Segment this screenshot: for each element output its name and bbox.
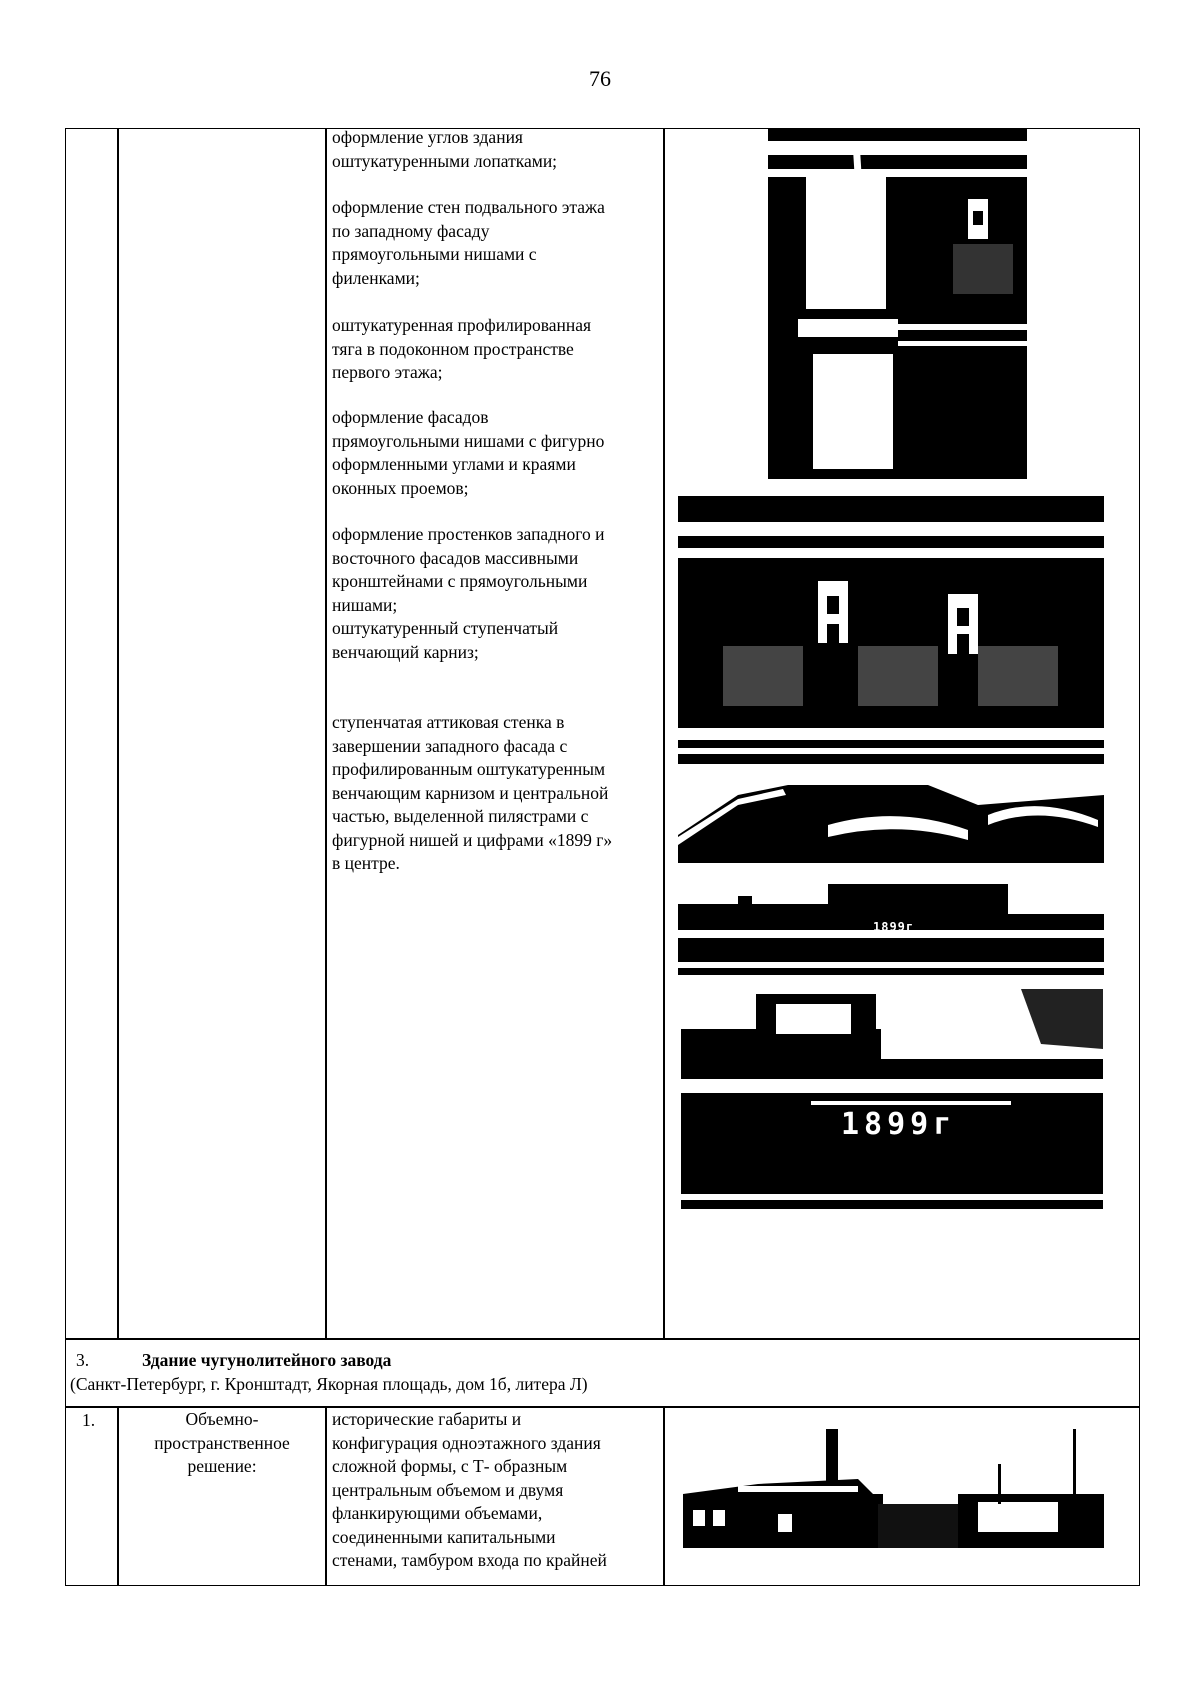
section-number: 3. bbox=[76, 1350, 90, 1370]
document-table bbox=[65, 128, 1140, 1586]
photo-facade-brackets bbox=[678, 496, 1104, 764]
feature-facade-niches: оформление фасадов прямоугольными нишами с фигурно оформленными углами и краями оконных проемов; bbox=[332, 407, 605, 498]
column-divider bbox=[325, 129, 327, 1339]
section-address: (Санкт-Петербург, г. Кронштадт, Якорная площадь, дом 1б, литера Л) bbox=[70, 1374, 588, 1394]
photo-cornice-date bbox=[678, 872, 1104, 975]
row-label: Объемно- пространственное решение: bbox=[154, 1409, 290, 1476]
column-divider bbox=[117, 1406, 119, 1586]
feature-corner-pilasters: оформление углов здания оштукатуренными лопатками; bbox=[332, 127, 558, 171]
feature-basement-niches: оформление стен подвального этажа по западному фасаду прямоугольными нишами с филенками; bbox=[332, 197, 605, 288]
row-description: исторические габариты и конфигурация одноэтажного здания сложной формы, с Т- образным центральным объемом и двумя фланкирующими объемами, соединенными капитальными стенами, тамбуром входа по крайней bbox=[332, 1409, 607, 1570]
column-divider bbox=[663, 129, 665, 1339]
section-title: Здание чугунолитейного завода bbox=[142, 1350, 392, 1370]
page-number: 76 bbox=[589, 66, 611, 91]
column-divider bbox=[117, 129, 119, 1339]
section-header bbox=[66, 1339, 1139, 1405]
feature-window-band: оштукатуренная профилированная тяга в подоконном пространстве первого этажа; bbox=[332, 315, 592, 382]
date-inscription-small: 1899г bbox=[873, 920, 915, 934]
photo-attic-roof bbox=[678, 775, 1104, 863]
row-number: 1. bbox=[82, 1410, 96, 1430]
feature-attic-wall: ступенчатая аттиковая стенка в завершении западного фасада с профилированным оштукатуренным венчающим карнизом и центральной частью, выделенной пилястрами с фигурной нишей и цифрами «1899 г» в центре. bbox=[332, 712, 613, 873]
feature-brackets-cornice: оформление простенков западного и восточного фасадов массивными кронштейнами с прямоугольными нишами; оштукатуренный ступенчатый венчающий карниз; bbox=[332, 524, 605, 662]
photo-corner-pilaster bbox=[768, 129, 1027, 479]
column-divider bbox=[663, 1406, 665, 1586]
photo-foundry-building bbox=[678, 1424, 1104, 1548]
photo-attic-date bbox=[681, 989, 1103, 1209]
column-divider bbox=[325, 1406, 327, 1586]
date-inscription-large: 1899г bbox=[841, 1107, 957, 1142]
